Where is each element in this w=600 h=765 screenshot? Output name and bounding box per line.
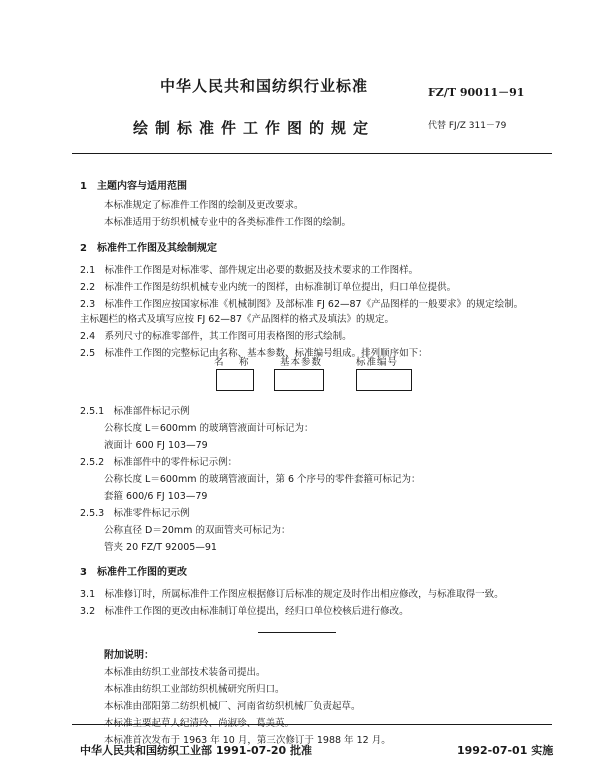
section-1-title: 1 主题内容与适用范围 (80, 181, 187, 192)
label-header-name: 名 称 (214, 357, 252, 368)
notes-divider (258, 632, 336, 633)
clause-2-3: 2.3 标准件工作图应按国家标准《机械制图》及部标准 FJ 62—87《产品图样的一般要求》的规定绘制。 (80, 299, 524, 310)
clause-2-5-2-desc: 公称长度 L＝600mm 的玻璃管液面计，第 6 个序号的零件套箍可标记为： (104, 474, 421, 485)
approval-line: 中华人民共和国纺织工业部 1991-07-20 批准 (80, 744, 313, 757)
footer-divider (72, 724, 552, 725)
note-line: 本标准首次发布于 1963 年 10 月，第三次修订于 1988 年 12 月。 (104, 735, 391, 746)
section-1-para-1: 本标准规定了标准件工作图的绘制及更改要求。 (104, 200, 304, 211)
clause-2-5-3-desc: 公称直径 D＝20mm 的双面管夹可标记为： (104, 525, 291, 536)
clause-2-5-1-title: 2.5.1 标准部件标记示例 (80, 406, 190, 417)
clause-2-4: 2.4 系列尺寸的标准零部件，其工作图可用表格图的形式绘制。 (80, 331, 352, 342)
section-2-title: 2 标准件工作图及其绘制规定 (80, 243, 217, 254)
replaces-standard: 代替 FJ/Z 311－79 (428, 121, 507, 131)
clause-3-2: 3.2 标准件工作图的更改由标准制订单位提出，经归口单位校核后进行修改。 (80, 606, 409, 617)
label-header-params: 基本参数 (280, 357, 323, 368)
header-divider (72, 153, 552, 154)
clause-2-5-1-desc: 公称长度 L＝600mm 的玻璃管液面计可标记为： (104, 423, 314, 434)
clause-2-5-3-example: 管夹 20 FZ/T 92005—91 (104, 542, 217, 553)
label-box-number (356, 369, 412, 391)
clause-2-2: 2.2 标准件工作图是纺织机械专业内统一的图样，由标准制订单位提出，归口单位提供。 (80, 282, 457, 293)
standard-name: 中华人民共和国纺织行业标准 (160, 77, 369, 95)
clause-2-3-cont: 主标题栏的格式及填写应按 FJ 62—87《产品图样的格式及填法》的规定。 (80, 314, 394, 325)
clause-3-1: 3.1 标准修订时，所属标准件工作图应根据修订后标准的规定及时作出相应修改，与标准取得一致。 (80, 589, 504, 600)
label-box-name (216, 369, 254, 391)
clause-2-1: 2.1 标准件工作图是对标准零、部件规定出必要的数据及技术要求的工作图样。 (80, 265, 419, 276)
note-line: 本标准由邵阳第二纺织机械厂、河南省纺织机械厂负责起草。 (104, 701, 361, 712)
clause-2-5-3-title: 2.5.3 标准零件标记示例 (80, 508, 190, 519)
document-title: 绘制标准件工作图的规定 (133, 119, 376, 137)
section-1-para-2: 本标准适用于纺织机械专业中的各类标准件工作图的绘制。 (104, 217, 352, 228)
standard-code: FZ/T 90011－91 (428, 86, 525, 99)
notes-title: 附加说明： (104, 650, 154, 661)
clause-2-5: 2.5 标准件工作图的完整标记由名称、基本参数、标准编号组成。排列顺序如下： (80, 348, 428, 359)
section-3-title: 3 标准件工作图的更改 (80, 567, 187, 578)
clause-2-5-2-example: 套箍 600/6 FJ 103—79 (104, 491, 208, 502)
clause-2-5-1-example: 液面计 600 FJ 103—79 (104, 440, 208, 451)
label-box-params (274, 369, 324, 391)
note-line: 本标准由纺织工业部纺织机械研究所归口。 (104, 684, 285, 695)
clause-2-5-2-title: 2.5.2 标准部件中的零件标记示例： (80, 457, 238, 468)
note-line: 本标准由纺织工业部技术装备司提出。 (104, 667, 266, 678)
label-header-number: 标准编号 (356, 357, 399, 368)
note-line: 本标准主要起草人纪清玲、尚淑珍、葛美英。 (104, 718, 295, 729)
effective-date: 1992-07-01 实施 (457, 744, 554, 757)
